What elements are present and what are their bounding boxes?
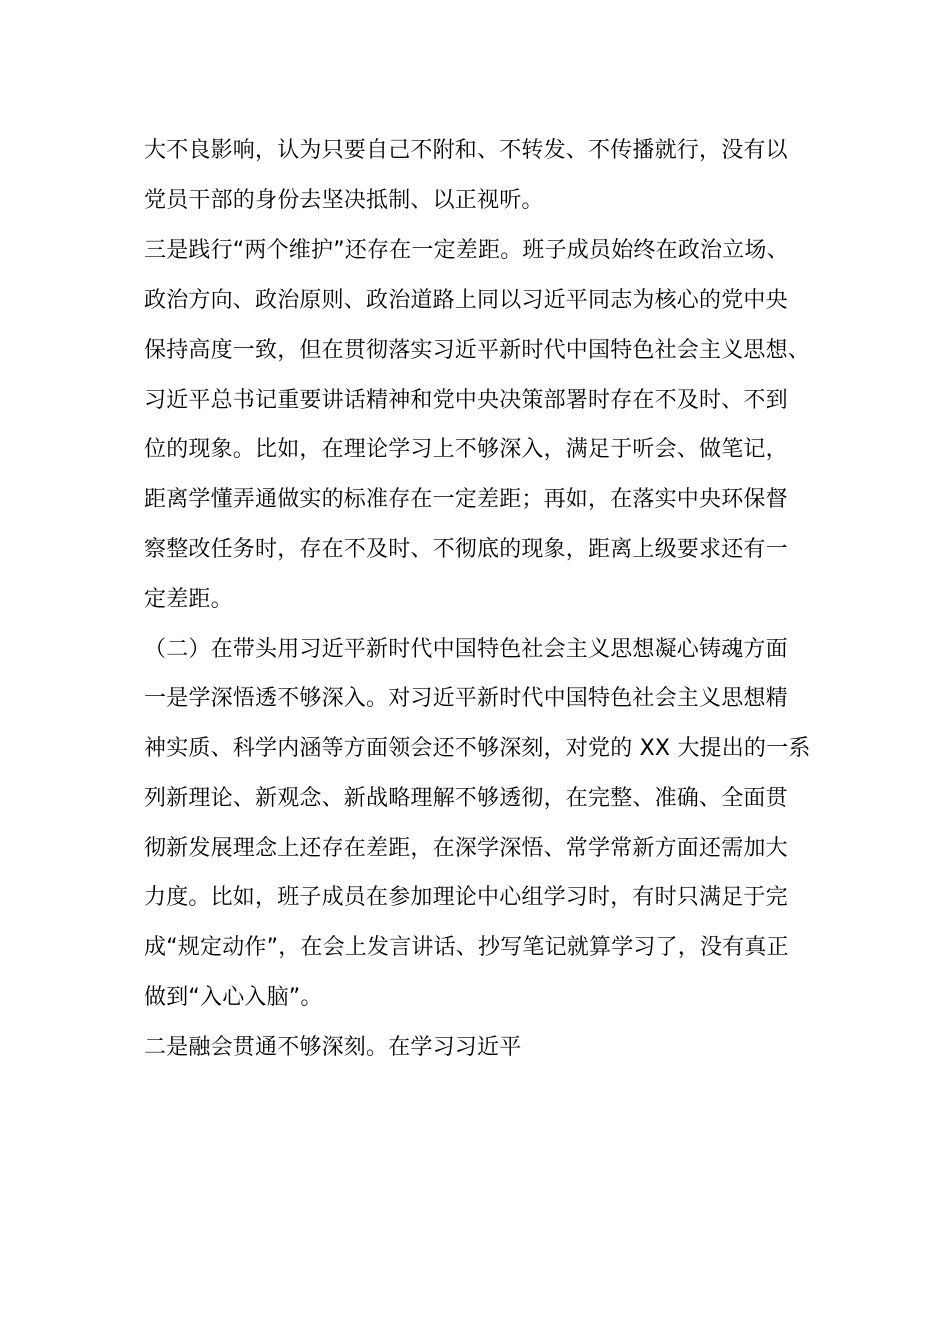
text-line: 列新理论、新观念、新战略理解不够透彻，在完整、准确、全面贯 (144, 786, 788, 811)
text-line: 保持高度一致，但在贯彻落实习近平新时代中国特色社会主义思想、 (144, 338, 811, 363)
text-line: 成“规定动作”，在会上发言讲话、抄写笔记就算学习了，没有真正 (144, 935, 789, 960)
text-line: 三是践行“两个维护”还存在一定差距。班子成员始终在政治立场、 (144, 238, 789, 263)
text-line: 彻新发展理念上还存在差距，在深学深悟、常学常新方面还需加大 (144, 836, 788, 861)
text-line: 察整改任务时，存在不及时、不彻底的现象，距离上级要求还有一 (144, 537, 788, 562)
text-line: 政治方向、政治原则、政治道路上同以习近平同志为核心的党中央 (144, 288, 788, 313)
section-heading: （二）在带头用习近平新时代中国特色社会主义思想凝心铸魂方面 (144, 637, 788, 662)
text-line: 定差距。 (144, 587, 233, 612)
text-line: 做到“入心入脑”。 (144, 985, 323, 1010)
text-line: 神实质、科学内涵等方面领会还不够深刻，对党的 XX 大提出的一系 (144, 736, 811, 761)
text-line: 位的现象。比如，在理论学习上不够深入，满足于听会、做笔记， (144, 437, 788, 462)
text-line: 距离学懂弄通做实的标准存在一定差距；再如，在落实中央环保督 (144, 487, 788, 512)
text-line: 力度。比如，班子成员在参加理论中心组学习时，有时只满足于完 (144, 885, 788, 910)
text-line: 党员干部的身份去坚决抵制、以正视听。 (144, 188, 544, 213)
text-line: 习近平总书记重要讲话精神和党中央决策部署时存在不及时、不到 (144, 388, 788, 413)
text-line: 大不良影响，认为只要自己不附和、不转发、不传播就行，没有以 (144, 138, 788, 163)
text-line: 一是学深悟透不够深入。对习近平新时代中国特色社会主义思想精 (144, 686, 788, 711)
text-line: 二是融会贯通不够深刻。在学习习近平 (144, 1035, 522, 1060)
